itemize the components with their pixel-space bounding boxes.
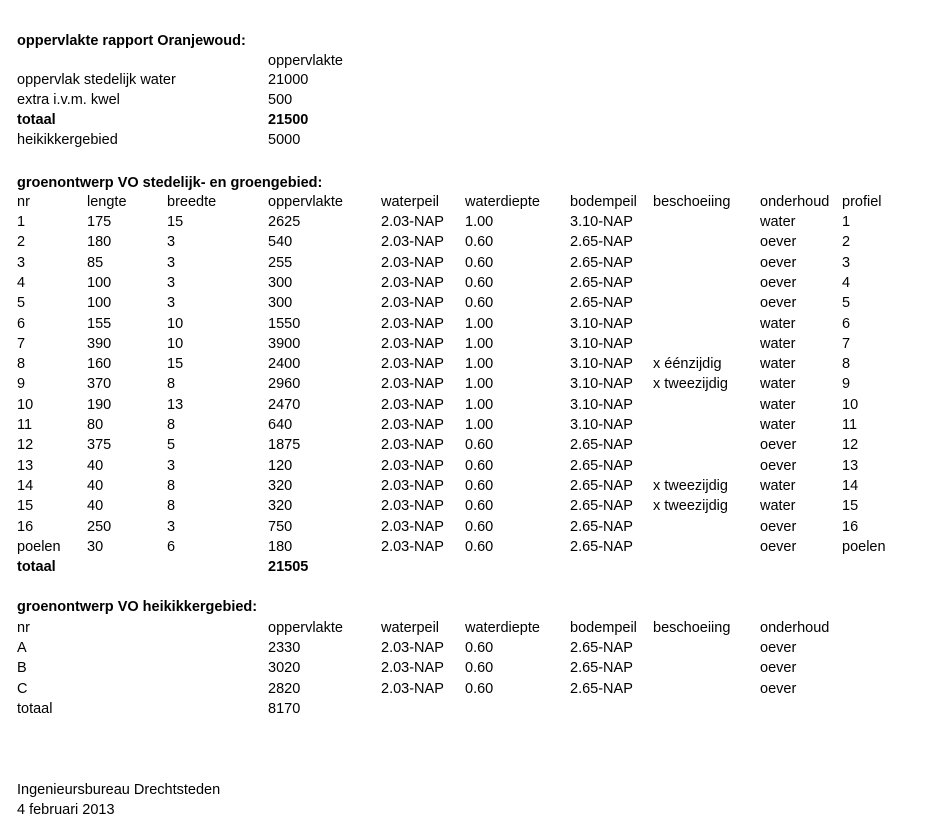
report-row-label: totaal	[17, 112, 56, 128]
cell-breedte: 8	[167, 417, 176, 433]
cell-bodempeil: 2.65-NAP	[570, 477, 633, 494]
cell-waterpeil: 2.03-NAP	[381, 274, 444, 291]
col-header-breedte: breedte	[167, 194, 217, 210]
cell-onderhoud: oever	[760, 274, 797, 291]
cell-profiel: 13	[842, 457, 859, 474]
cell-breedte: 13	[167, 396, 184, 413]
cell-profiel: 15	[842, 498, 859, 515]
cell-waterpeil: 2.03-NAP	[381, 477, 444, 494]
cell-bodempeil: 3.10-NAP	[570, 356, 633, 373]
cell-profiel: 12	[842, 437, 859, 454]
cell-oppervlakte: 300	[268, 295, 293, 312]
cell-lengte: 40	[87, 457, 104, 474]
cell-lengte: 40	[87, 477, 104, 494]
cell-nr: 14	[17, 477, 34, 494]
cell-oppervlakte: 2330	[268, 640, 301, 656]
cell-lengte: 30	[87, 538, 104, 555]
col-header-bodempeil: bodempeil	[570, 194, 637, 210]
report-row-label: heikikkergebied	[17, 132, 118, 148]
cell-oppervlakte: 1550	[268, 315, 301, 332]
cell-waterpeil: 2.03-NAP	[381, 518, 444, 535]
cell-waterdiepte: 1.00	[465, 335, 494, 352]
cell-nr: 12	[17, 437, 34, 454]
col-header-nr: nr	[17, 194, 30, 210]
cell-onderhoud: oever	[760, 234, 797, 251]
cell-waterdiepte: 0.60	[465, 660, 494, 677]
cell-breedte: 3	[167, 295, 176, 312]
cell-lengte: 370	[87, 376, 112, 393]
cell-breedte: 3	[167, 518, 176, 535]
cell-profiel: 8	[842, 356, 851, 373]
cell-breedte: 3	[167, 234, 176, 251]
cell-onderhoud: oever	[760, 254, 797, 271]
heath-total-label: totaal	[17, 701, 53, 717]
cell-waterdiepte: 1.00	[465, 356, 494, 373]
cell-lengte: 85	[87, 254, 104, 271]
cell-nr: 16	[17, 518, 34, 535]
cell-waterpeil: 2.03-NAP	[381, 335, 444, 352]
cell-onderhoud: oever	[760, 295, 797, 312]
col-header-lengte: lengte	[87, 194, 127, 210]
cell-lengte: 155	[87, 315, 112, 332]
cell-nr: 7	[17, 335, 26, 352]
cell-onderhoud: oever	[760, 437, 797, 454]
cell-oppervlakte: 300	[268, 274, 293, 291]
cell-oppervlakte: 2470	[268, 396, 301, 413]
report-row-label: oppervlak stedelijk water	[17, 72, 176, 88]
col-header-beschoeiing: beschoeiing	[653, 194, 731, 210]
cell-waterpeil: 2.03-NAP	[381, 356, 444, 373]
cell-waterdiepte: 0.60	[465, 437, 494, 454]
cell-bodempeil: 3.10-NAP	[570, 396, 633, 413]
cell-onderhoud: water	[760, 356, 796, 373]
cell-oppervlakte: 3900	[268, 335, 301, 352]
cell-nr: 15	[17, 498, 34, 515]
cell-waterpeil: 2.03-NAP	[381, 315, 444, 332]
cell-oppervlakte: 2960	[268, 376, 301, 393]
cell-lengte: 175	[87, 214, 112, 230]
col-header-waterpeil: waterpeil	[381, 194, 440, 210]
cell-profiel: 14	[842, 477, 859, 494]
cell-bodempeil: 3.10-NAP	[570, 376, 633, 393]
cell-oppervlakte: 640	[268, 417, 293, 433]
cell-breedte: 6	[167, 538, 176, 555]
cell-waterpeil: 2.03-NAP	[381, 234, 444, 251]
cell-oppervlakte: 320	[268, 477, 293, 494]
cell-lengte: 375	[87, 437, 112, 454]
cell-nr: 8	[17, 356, 26, 373]
report-row-value: 21000	[268, 72, 309, 88]
col-header-nr: nr	[17, 620, 30, 636]
cell-oppervlakte: 120	[268, 457, 293, 474]
cell-waterdiepte: 1.00	[465, 315, 494, 332]
cell-profiel: 2	[842, 234, 851, 251]
cell-profiel: poelen	[842, 538, 886, 555]
urban-total-label: totaal	[17, 559, 56, 575]
cell-nr: A	[17, 640, 27, 656]
col-header-beschoeiing: beschoeiing	[653, 620, 731, 636]
cell-oppervlakte: 1875	[268, 437, 301, 454]
cell-waterdiepte: 0.60	[465, 477, 494, 494]
cell-profiel: 4	[842, 274, 851, 291]
cell-lengte: 40	[87, 498, 104, 515]
report-header-oppervlakte: oppervlakte	[268, 53, 343, 69]
cell-onderhoud: oever	[760, 538, 797, 555]
cell-bodempeil: 3.10-NAP	[570, 417, 633, 433]
report-row-value: 500	[268, 92, 293, 108]
cell-bodempeil: 2.65-NAP	[570, 457, 633, 474]
col-header-oppervlakte: oppervlakte	[268, 620, 343, 636]
cell-waterdiepte: 0.60	[465, 295, 494, 312]
cell-waterpeil: 2.03-NAP	[381, 254, 444, 271]
cell-waterdiepte: 1.00	[465, 376, 494, 393]
cell-nr: 13	[17, 457, 34, 474]
cell-lengte: 160	[87, 356, 112, 373]
cell-onderhoud: water	[760, 376, 796, 393]
cell-waterdiepte: 0.60	[465, 518, 494, 535]
cell-breedte: 10	[167, 335, 184, 352]
cell-beschoeiing: x tweezijdig	[653, 376, 728, 393]
cell-bodempeil: 2.65-NAP	[570, 254, 633, 271]
cell-bodempeil: 2.65-NAP	[570, 538, 633, 555]
cell-nr: 6	[17, 315, 26, 332]
cell-onderhoud: oever	[760, 680, 797, 697]
cell-onderhoud: oever	[760, 518, 797, 535]
cell-waterpeil: 2.03-NAP	[381, 295, 444, 312]
cell-profiel: 7	[842, 335, 851, 352]
cell-waterpeil: 2.03-NAP	[381, 437, 444, 454]
cell-bodempeil: 2.65-NAP	[570, 274, 633, 291]
cell-bodempeil: 2.65-NAP	[570, 234, 633, 251]
cell-oppervlakte: 3020	[268, 660, 301, 677]
cell-waterdiepte: 0.60	[465, 254, 494, 271]
cell-profiel: 1	[842, 214, 851, 230]
cell-waterpeil: 2.03-NAP	[381, 396, 444, 413]
cell-profiel: 9	[842, 376, 851, 393]
cell-lengte: 180	[87, 234, 112, 251]
cell-oppervlakte: 320	[268, 498, 293, 515]
cell-waterdiepte: 0.60	[465, 640, 494, 656]
cell-nr: 3	[17, 254, 26, 271]
cell-breedte: 3	[167, 457, 176, 474]
cell-waterpeil: 2.03-NAP	[381, 498, 444, 515]
report-row-value: 5000	[268, 132, 301, 148]
cell-breedte: 8	[167, 477, 176, 494]
cell-profiel: 11	[842, 417, 858, 433]
cell-bodempeil: 2.65-NAP	[570, 295, 633, 312]
cell-waterdiepte: 1.00	[465, 396, 494, 413]
cell-profiel: 5	[842, 295, 851, 312]
cell-breedte: 5	[167, 437, 176, 454]
cell-profiel: 10	[842, 396, 859, 413]
cell-lengte: 190	[87, 396, 112, 413]
report-title: oppervlakte rapport Oranjewoud:	[17, 33, 246, 49]
urban-total-value: 21505	[268, 559, 309, 575]
heath-title: groenontwerp VO heikikkergebied:	[17, 599, 258, 615]
cell-onderhoud: water	[760, 417, 796, 433]
cell-waterdiepte: 0.60	[465, 498, 494, 515]
cell-bodempeil: 2.65-NAP	[570, 660, 633, 677]
cell-bodempeil: 3.10-NAP	[570, 214, 633, 230]
cell-profiel: 6	[842, 315, 851, 332]
cell-profiel: 16	[842, 518, 859, 535]
cell-nr: 11	[17, 417, 33, 433]
cell-onderhoud: water	[760, 396, 796, 413]
cell-onderhoud: water	[760, 477, 796, 494]
cell-bodempeil: 2.65-NAP	[570, 437, 633, 454]
cell-beschoeiing: x tweezijdig	[653, 498, 728, 515]
footer-company: Ingenieursbureau Drechtsteden	[17, 782, 221, 798]
heath-total-value: 8170	[268, 701, 301, 717]
cell-lengte: 100	[87, 274, 112, 291]
cell-waterdiepte: 0.60	[465, 274, 494, 291]
report-row-value: 21500	[268, 112, 309, 128]
cell-waterpeil: 2.03-NAP	[381, 680, 444, 697]
cell-breedte: 8	[167, 376, 176, 393]
cell-breedte: 15	[167, 356, 184, 373]
col-header-waterdiepte: waterdiepte	[465, 620, 540, 636]
cell-lengte: 250	[87, 518, 112, 535]
urban-title: groenontwerp VO stedelijk- en groengebied:	[17, 175, 323, 191]
cell-bodempeil: 2.65-NAP	[570, 498, 633, 515]
cell-oppervlakte: 2400	[268, 356, 301, 373]
cell-nr: 5	[17, 295, 26, 312]
cell-breedte: 8	[167, 498, 176, 515]
cell-bodempeil: 2.65-NAP	[570, 680, 633, 697]
cell-onderhoud: oever	[760, 457, 797, 474]
cell-nr: poelen	[17, 538, 61, 555]
cell-bodempeil: 3.10-NAP	[570, 315, 633, 332]
col-header-onderhoud: onderhoud	[760, 194, 830, 210]
cell-onderhoud: oever	[760, 660, 797, 677]
cell-waterpeil: 2.03-NAP	[381, 640, 444, 656]
cell-beschoeiing: x éénzijdig	[653, 356, 722, 373]
cell-nr: 9	[17, 376, 26, 393]
cell-waterpeil: 2.03-NAP	[381, 376, 444, 393]
cell-onderhoud: water	[760, 214, 796, 230]
cell-lengte: 100	[87, 295, 112, 312]
cell-beschoeiing: x tweezijdig	[653, 477, 728, 494]
cell-waterpeil: 2.03-NAP	[381, 538, 444, 555]
cell-bodempeil: 2.65-NAP	[570, 640, 633, 656]
cell-oppervlakte: 750	[268, 518, 293, 535]
report-row-label: extra i.v.m. kwel	[17, 92, 120, 108]
cell-bodempeil: 2.65-NAP	[570, 518, 633, 535]
cell-oppervlakte: 2625	[268, 214, 301, 230]
cell-onderhoud: water	[760, 315, 796, 332]
cell-nr: C	[17, 680, 28, 697]
cell-onderhoud: oever	[760, 640, 797, 656]
col-header-profiel: profiel	[842, 194, 882, 210]
cell-profiel: 3	[842, 254, 851, 271]
cell-oppervlakte: 2820	[268, 680, 301, 697]
cell-nr: 2	[17, 234, 26, 251]
cell-lengte: 390	[87, 335, 112, 352]
cell-breedte: 10	[167, 315, 184, 332]
footer-date: 4 februari 2013	[17, 802, 115, 818]
cell-waterdiepte: 0.60	[465, 234, 494, 251]
cell-waterpeil: 2.03-NAP	[381, 457, 444, 474]
cell-lengte: 80	[87, 417, 104, 433]
cell-onderhoud: water	[760, 335, 796, 352]
col-header-bodempeil: bodempeil	[570, 620, 637, 636]
cell-breedte: 15	[167, 214, 184, 230]
cell-waterpeil: 2.03-NAP	[381, 660, 444, 677]
cell-waterpeil: 2.03-NAP	[381, 214, 444, 230]
cell-waterdiepte: 1.00	[465, 417, 494, 433]
col-header-waterpeil: waterpeil	[381, 620, 440, 636]
col-header-oppervlakte: oppervlakte	[268, 194, 343, 210]
cell-nr: 1	[17, 214, 26, 230]
cell-nr: B	[17, 660, 27, 677]
cell-nr: 4	[17, 274, 26, 291]
cell-oppervlakte: 540	[268, 234, 293, 251]
cell-waterdiepte: 0.60	[465, 680, 494, 697]
cell-waterdiepte: 0.60	[465, 538, 494, 555]
cell-nr: 10	[17, 396, 34, 413]
col-header-onderhoud: onderhoud	[760, 620, 830, 636]
cell-bodempeil: 3.10-NAP	[570, 335, 633, 352]
cell-onderhoud: water	[760, 498, 796, 515]
cell-waterpeil: 2.03-NAP	[381, 417, 444, 433]
cell-waterdiepte: 1.00	[465, 214, 494, 230]
cell-breedte: 3	[167, 274, 176, 291]
cell-oppervlakte: 180	[268, 538, 293, 555]
cell-oppervlakte: 255	[268, 254, 293, 271]
cell-waterdiepte: 0.60	[465, 457, 494, 474]
col-header-waterdiepte: waterdiepte	[465, 194, 540, 210]
cell-breedte: 3	[167, 254, 176, 271]
